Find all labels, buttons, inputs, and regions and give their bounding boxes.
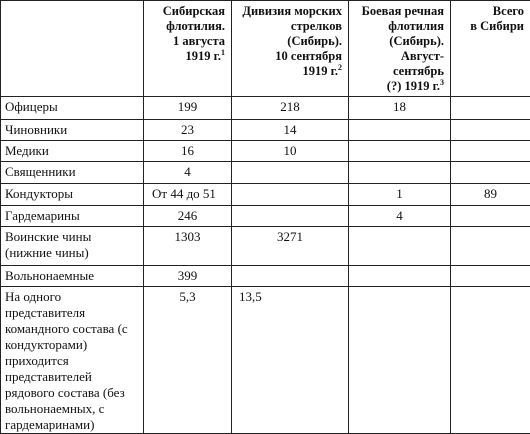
table-row [1,162,530,184]
header-marine-rifle-division: Дивизия морских стрелков (Сибирь). 10 сентября 1919 г.$^2$ [232,1,349,97]
cell: 13,5 [232,287,349,434]
cell: 18 [349,97,451,120]
cell [451,162,530,184]
cell: От 44 до 51 [144,184,232,206]
cell [349,141,451,162]
table-row [1,266,530,287]
cell [451,120,530,141]
cell [232,184,349,206]
cell: 4 [349,206,451,227]
row-label: Медики [1,141,144,162]
cell [451,227,530,266]
cell: 10 [232,141,349,162]
row-label: Священники [1,162,144,184]
cell [349,287,451,434]
cell: 4 [144,162,232,184]
cell: 399 [144,266,232,287]
cell [451,141,530,162]
table-row [1,120,530,141]
table-row [1,227,530,266]
table-row [1,287,530,434]
row-label: Вольнонаемные [1,266,144,287]
cell [451,206,530,227]
cell: 23 [144,120,232,141]
cell [451,97,530,120]
row-label: Воинские чины (нижние чины) [1,227,144,266]
cell: 89 [451,184,530,206]
cell: 3271 [232,227,349,266]
cell: 199 [144,97,232,120]
row-label: Чиновники [1,120,144,141]
header-total-siberia: Всего в Сибири [451,1,530,97]
cell [349,227,451,266]
table-row [1,97,530,120]
header-row [1,1,530,97]
cell: 1303 [144,227,232,266]
row-label: Кондукторы [1,184,144,206]
table-row [1,206,530,227]
header-siberian-flotilla: Сибирская флотилия. 1 августа 1919 г.$^1$ [144,1,232,97]
row-label: На одного представителя командного состава (с кондукторами) приходится представителей рядового состава (без вольнонаемных, с гардемаринами) [1,287,144,434]
cell: 14 [232,120,349,141]
table-row [1,141,530,162]
cell [451,287,530,434]
row-label: Гардемарины [1,206,144,227]
row-label: Офицеры [1,97,144,120]
cell [232,162,349,184]
cell [349,266,451,287]
cell: 1 [349,184,451,206]
header-blank-cell [1,1,144,97]
cell: 16 [144,141,232,162]
cell: 5,3 [144,287,232,434]
cell [232,266,349,287]
cell: 218 [232,97,349,120]
cell [232,206,349,227]
table-row [1,184,530,206]
cell [349,120,451,141]
cell: 246 [144,206,232,227]
cell [349,162,451,184]
cell [451,266,530,287]
header-river-flotilla: Боевая речная флотилия (Сибирь). Август-сентябрь (?) 1919 г.$^3$ [349,1,451,97]
